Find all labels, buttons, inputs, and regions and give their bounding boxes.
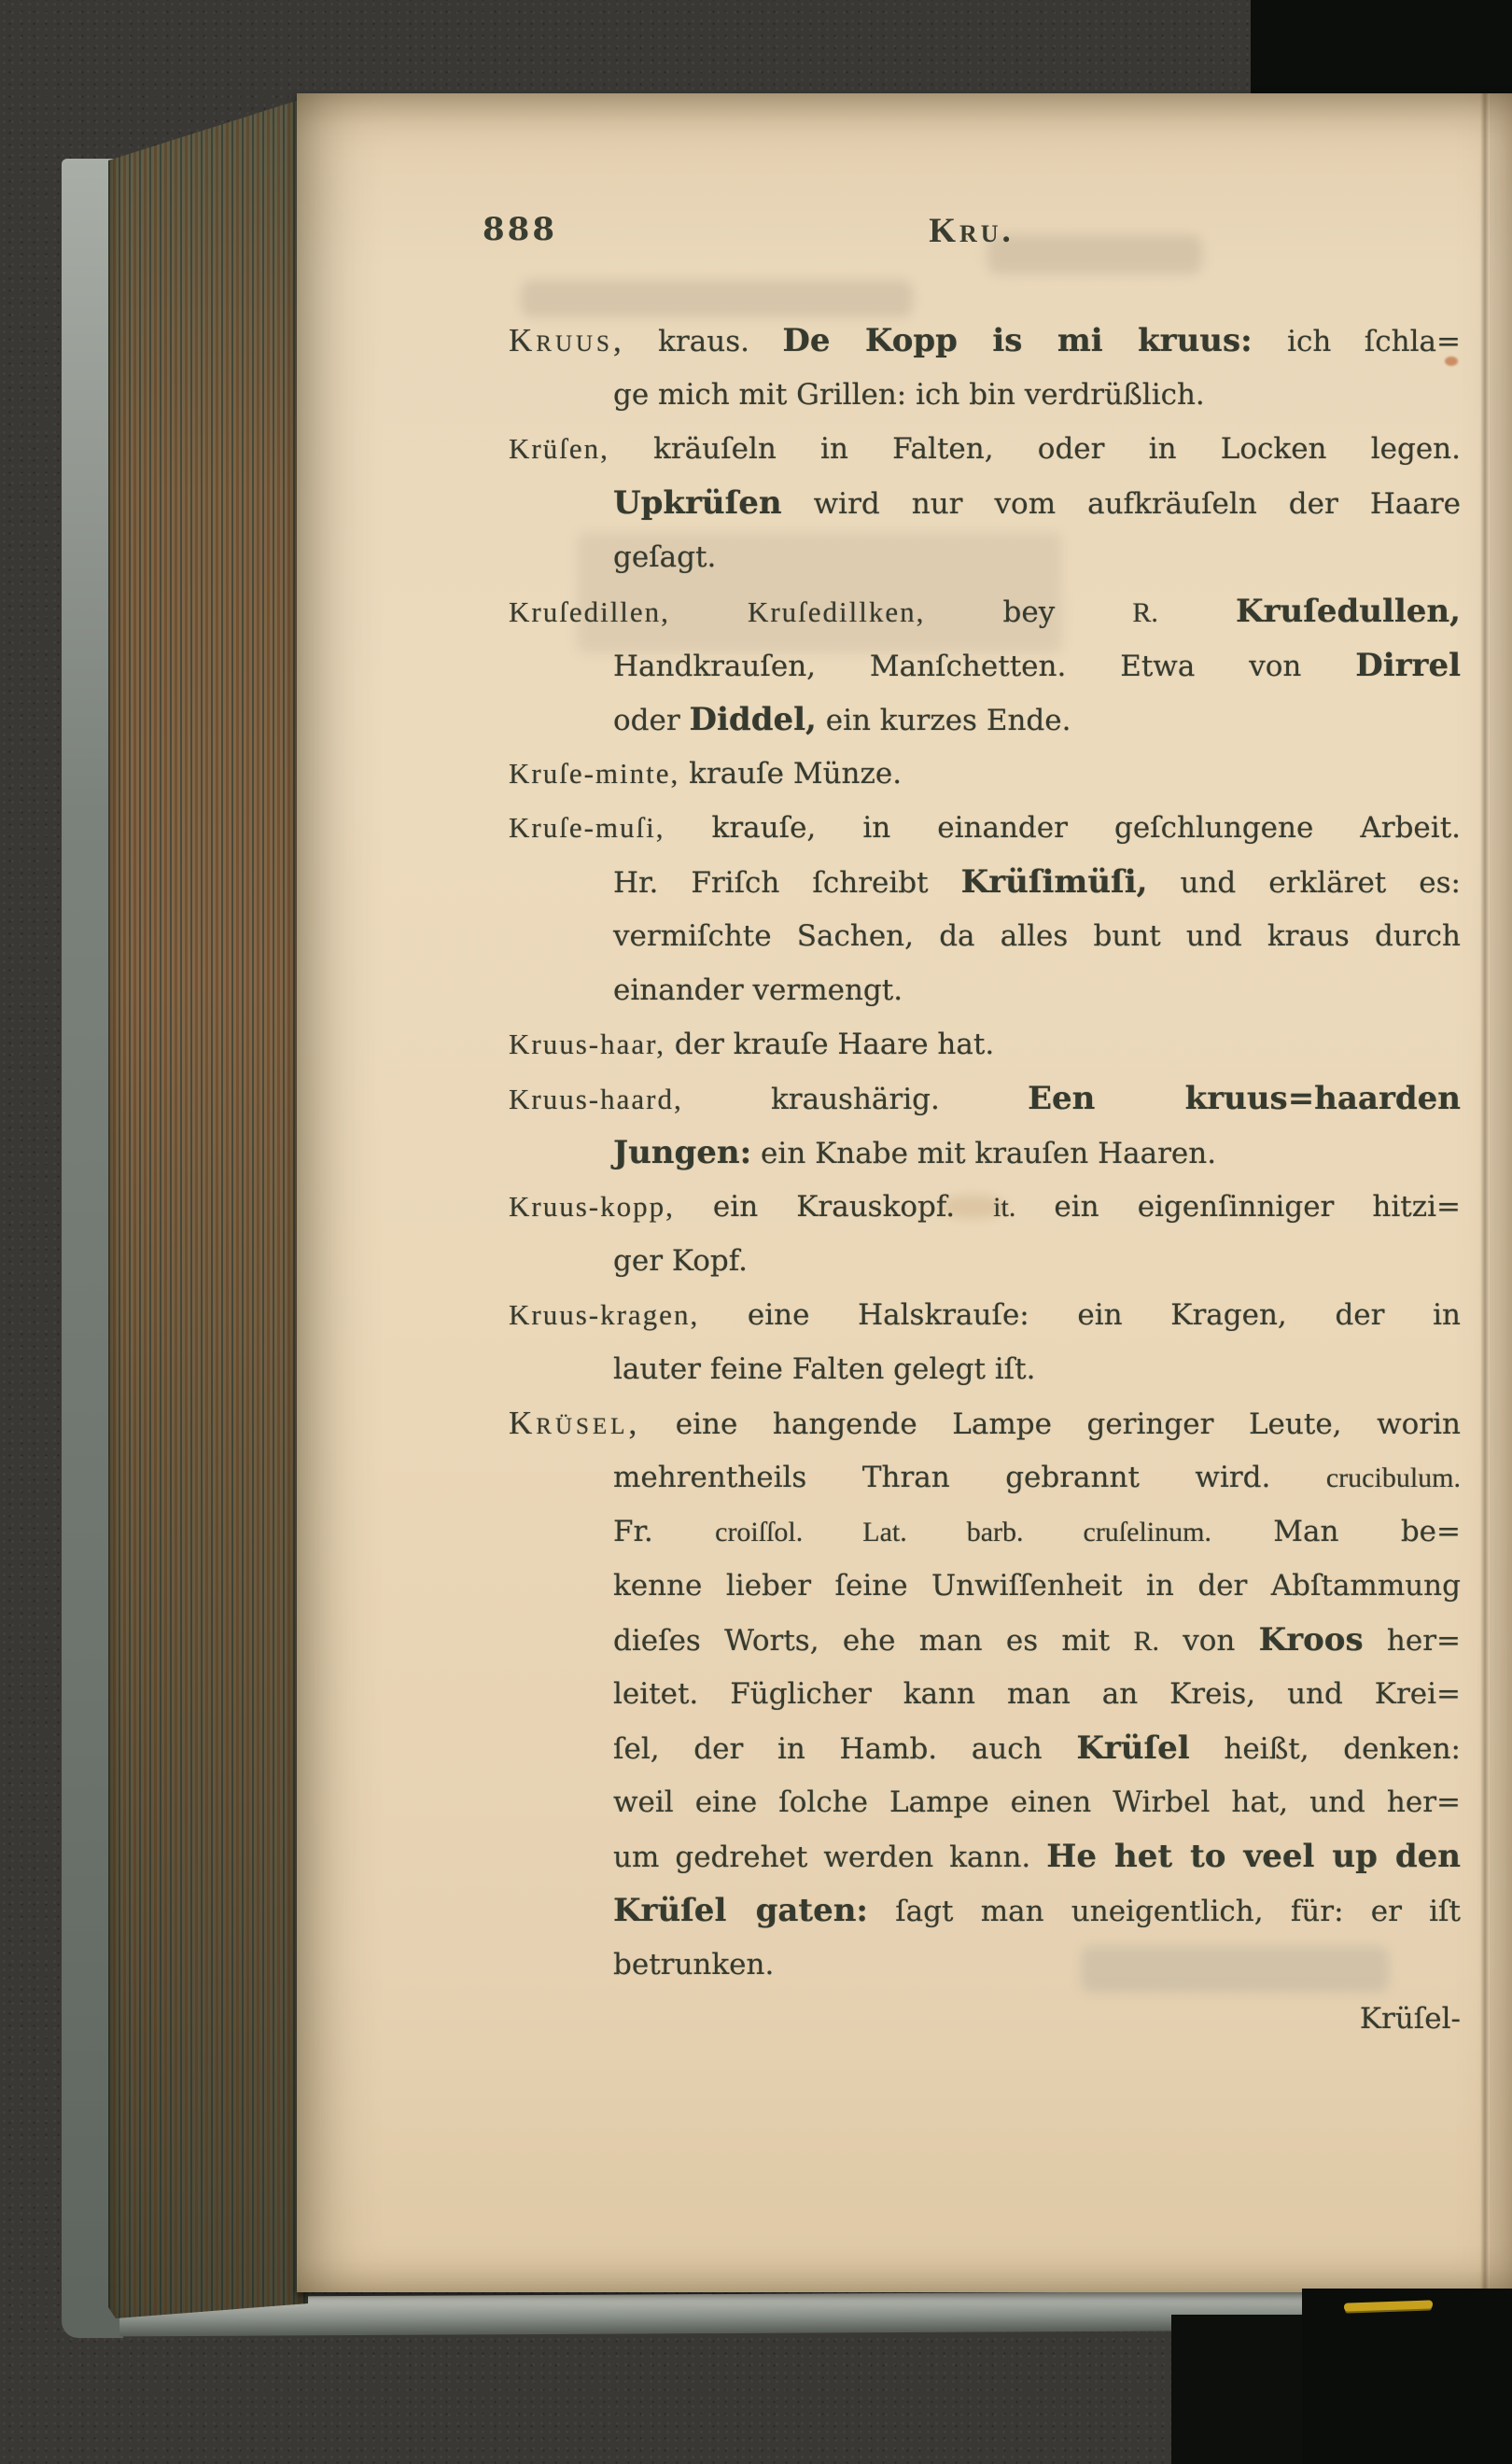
text-line — [509, 1505, 1461, 1559]
text-segment-fr: ein eigenſinniger hitzi= — [1015, 1190, 1461, 1224]
text-segment-lat: crucibulum. — [1325, 1463, 1461, 1493]
text-segment-fr: her= — [1363, 1624, 1461, 1658]
text-segment-fr: mehrentheils Thran gebrannt wird. — [613, 1461, 1326, 1494]
text-segment-fr: ein Knabe mit krauſen Haaren. — [751, 1137, 1217, 1170]
text-segment-fr: betrunken. — [613, 1948, 775, 1981]
text-segment-fr: dieſes Worts, ehe man es mit — [613, 1624, 1134, 1658]
text-line — [509, 747, 1461, 801]
text-line — [509, 476, 1461, 530]
text-segment-fr: kraushärig. — [682, 1083, 1029, 1116]
text-segment-fr: geſagt. — [613, 540, 717, 574]
text-segment-fr: krauſe Münze. — [679, 757, 903, 791]
text-segment-fr: kenne lieber ſeine Unwiſſenheit in der Abſtammung — [613, 1569, 1461, 1603]
text-segment-lat: R. — [1133, 1626, 1159, 1657]
text-segment-fr: krauſe, in einander geſchlungene Arbeit. — [665, 811, 1461, 845]
text-segment-fr: um gedrehet werden kann. — [613, 1841, 1047, 1874]
text-segment-fr: eine Halskrauſe: ein Kragen, der in — [699, 1298, 1461, 1332]
running-header: Kru. — [929, 212, 1015, 250]
text-segment-fr: vermiſchte Sachen, da alles bunt und kraus durch — [613, 919, 1461, 953]
text-line — [509, 693, 1461, 747]
text-line — [509, 1829, 1461, 1883]
text-line — [509, 1017, 1461, 1071]
text-segment-fr: ger Kopf. — [613, 1244, 748, 1278]
text-line — [509, 422, 1461, 476]
text-segment-head: Krüſen, — [509, 432, 609, 465]
text-line — [509, 1342, 1461, 1396]
text-segment-fr: der krauſe Haare hat. — [665, 1028, 995, 1061]
bleed-through-mark — [521, 280, 913, 317]
text-segment-frb: He het to veel up den — [1046, 1838, 1461, 1875]
text-segment-fr: heißt, denken: — [1189, 1732, 1461, 1766]
text-segment-fr: kräuſeln in Falten, oder in Locken legen. — [609, 432, 1461, 466]
text-segment-fr: eine hangende Lampe geringer Leute, worin — [640, 1407, 1461, 1441]
text-line — [509, 1613, 1461, 1667]
text-segment-frb: Kruſedullen, — [1236, 593, 1461, 630]
text-segment-fr: wird nur vom aufkräuſeln der Haare — [781, 487, 1461, 521]
text-line — [509, 530, 1461, 584]
text-segment-lat: it. — [993, 1192, 1016, 1223]
text-line — [509, 909, 1461, 963]
text-line — [509, 368, 1461, 422]
text-segment-fr: ein Krauskopf. — [674, 1190, 994, 1224]
text-line — [509, 855, 1461, 909]
text-segment-fr: leitet. Füglicher kann man an Kreis, und Krei= — [613, 1677, 1461, 1711]
book-page — [297, 93, 1512, 2292]
text-segment-head: Kruus-kopp, — [509, 1190, 675, 1223]
text-segment-fr: weil eine ſolche Lampe einen Wirbel hat, und her= — [613, 1785, 1461, 1819]
text-segment-head: Kruus-haar, — [509, 1028, 665, 1060]
text-segment-fr: ge mich mit Grillen: ich bin verdrüßlich. — [613, 378, 1205, 412]
text-segment-frb: De Kopp is mi kruus: — [782, 322, 1288, 359]
text-segment-head: Kruſe-minte, — [509, 757, 680, 790]
text-segment-fr: lauter feine Falten gelegt iſt. — [613, 1352, 1036, 1386]
text-segment-fr: oder — [613, 704, 690, 737]
text-segment-head: Kruus-kragen, — [509, 1298, 700, 1331]
text-segment-head: Kruſedillen, Kruſedillken, — [509, 595, 926, 628]
text-line — [509, 1180, 1461, 1234]
text-line — [509, 1883, 1461, 1938]
text-line — [509, 584, 1461, 638]
text-segment-fr: Fr. — [613, 1515, 716, 1548]
text-line — [509, 1559, 1461, 1613]
text-segment-frb: Jungen: — [613, 1134, 752, 1171]
text-segment-frb: Krüſel gaten: — [613, 1892, 868, 1929]
text-segment-head: Kruſe-muſi, — [509, 811, 665, 844]
text-segment-fr: und erkläret es: — [1147, 866, 1461, 900]
text-line — [509, 801, 1461, 855]
page-crease — [1480, 93, 1490, 2292]
text-segment-fr: Krüſel- — [1359, 2002, 1461, 2036]
text-line — [509, 1288, 1461, 1342]
text-segment-fr: ein kurzes Ende. — [816, 704, 1071, 737]
text-segment-fr: kraus. — [624, 325, 783, 358]
text-segment-frb: Een kruus=haarden — [1028, 1080, 1461, 1117]
dictionary-text — [509, 314, 1461, 2046]
text-line — [509, 1775, 1461, 1829]
text-segment-fr: ſagt man uneigentlich, für: er iſt — [867, 1895, 1461, 1928]
text-line — [509, 314, 1461, 368]
text-segment-frb: Diddel, — [689, 701, 817, 738]
text-line — [509, 638, 1461, 693]
page-number: 888 — [483, 211, 557, 248]
text-line — [509, 1071, 1461, 1126]
text-segment-fr: einander vermengt. — [613, 973, 903, 1007]
text-segment-fr: Man be= — [1211, 1515, 1461, 1548]
text-segment-frb: Upkrüſen — [613, 484, 782, 522]
scan-black-patch-top — [1251, 0, 1512, 101]
text-segment-head: Kruus-haard, — [509, 1083, 683, 1115]
text-segment-lat: croiſſol. Lat. barb. cruſelinum. — [715, 1517, 1211, 1547]
text-segment-fr: Hr. Friſch ſchreibt — [613, 866, 961, 900]
scan-black-patch-bottom — [1302, 2289, 1512, 2464]
text-segment-fr: bey — [925, 595, 1133, 629]
text-segment-frb: Krüſimüſi, — [960, 863, 1148, 901]
text-segment-frb: Krüſel — [1076, 1729, 1190, 1767]
text-segment-fr: ſel, der in Hamb. auch — [613, 1732, 1077, 1766]
text-segment-fr: von — [1158, 1624, 1259, 1658]
text-segment-fr: Handkrauſen, Manſchetten. Etwa von — [613, 650, 1356, 683]
page-edge-shadow — [1490, 93, 1512, 2292]
book-fore-edge-pages — [108, 93, 308, 2324]
text-segment-lat: R. — [1132, 597, 1158, 628]
text-segment-fr — [1158, 595, 1236, 629]
text-line — [509, 1126, 1461, 1180]
text-segment-fr: ich ſchla= — [1287, 325, 1461, 358]
text-line — [509, 1721, 1461, 1775]
text-segment-frb: Dirrel — [1355, 647, 1461, 684]
text-line — [509, 1667, 1461, 1721]
text-line — [509, 963, 1461, 1017]
text-line — [509, 1938, 1461, 1992]
text-segment-lead: Krüsel, — [509, 1405, 641, 1441]
text-line — [509, 1234, 1461, 1288]
text-line — [509, 1450, 1461, 1505]
catchword — [509, 1992, 1461, 2046]
text-segment-frb: Kroos — [1258, 1621, 1364, 1659]
text-line — [509, 1396, 1461, 1450]
page-header — [483, 211, 1461, 265]
text-segment-lead: Kruus, — [509, 322, 625, 358]
